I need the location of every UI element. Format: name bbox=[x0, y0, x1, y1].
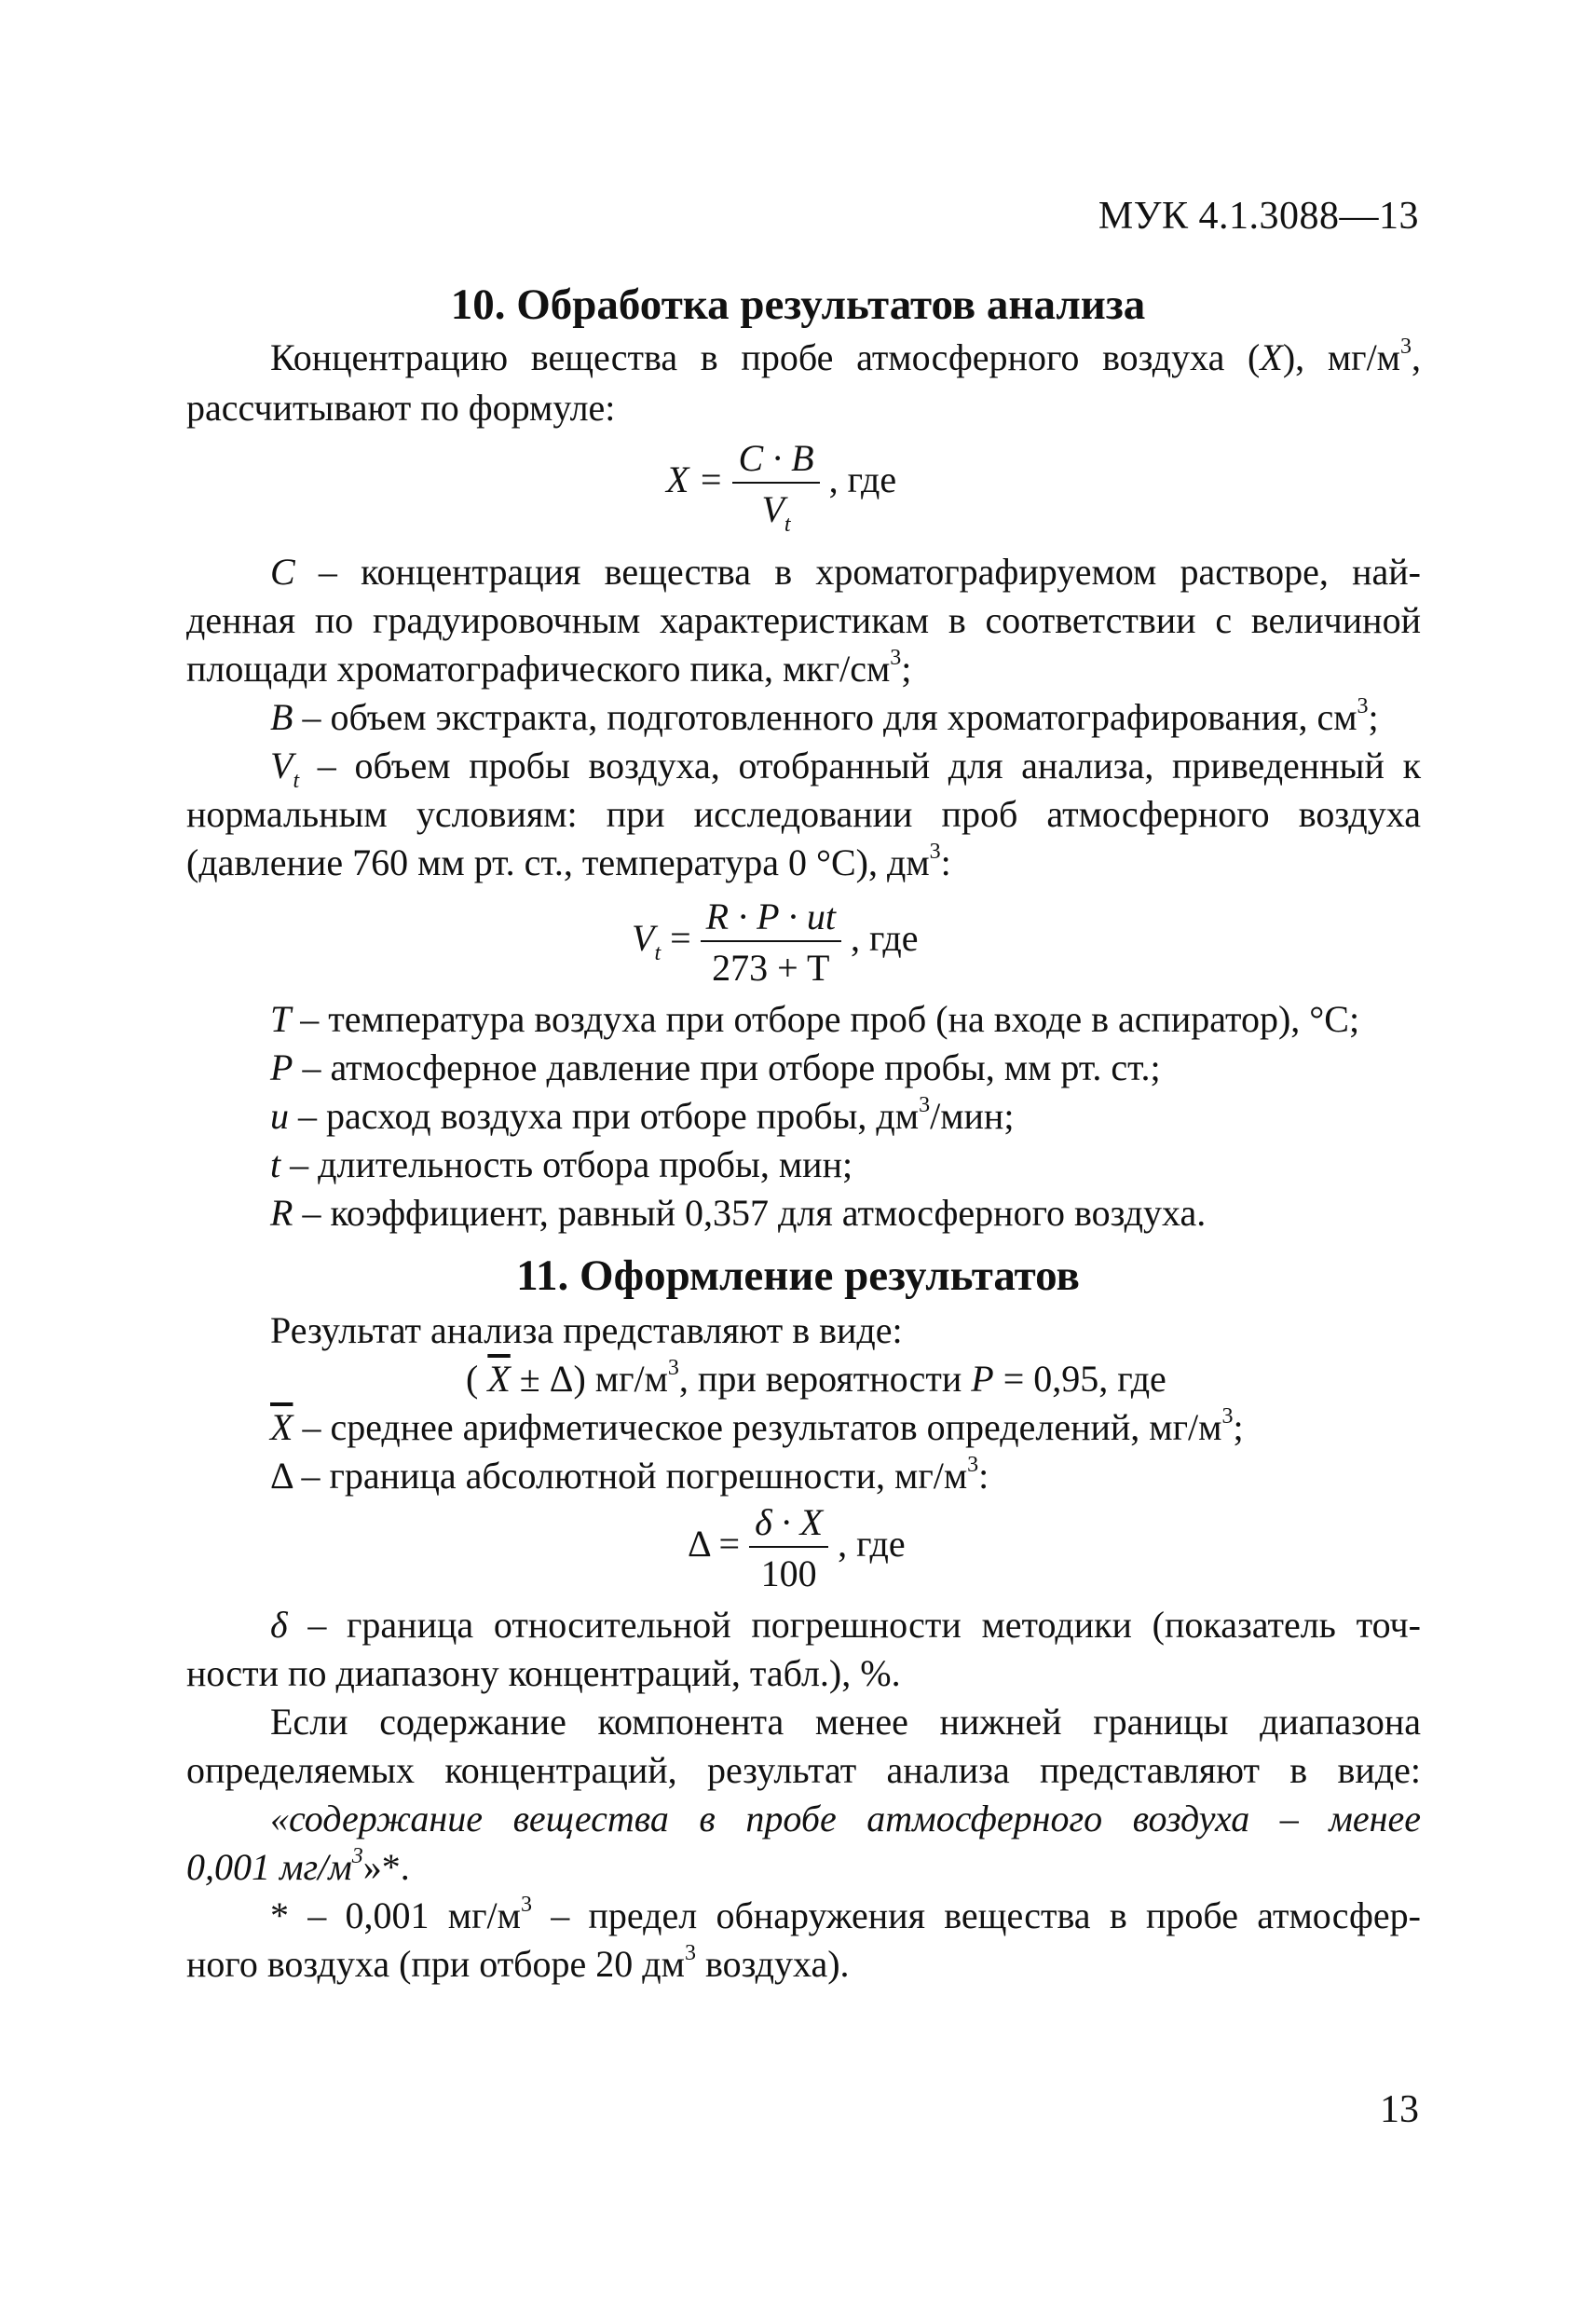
v-definition-line2: нормальным условиям: при исследовании проб атмосферного воздуха bbox=[186, 793, 1421, 835]
tt-definition: t – длительность отбора пробы, мин; bbox=[270, 1143, 853, 1185]
d-definition-line2: ности по диапазону концентраций, табл.), %. bbox=[186, 1652, 901, 1694]
formula-delta: Δ = $\frac{\delta \cdot X}{100}$ , где bbox=[688, 1501, 906, 1594]
v-definition-line1: $V_t$ – объем пробы воздуха, отобранный для анализа, приведенный к bbox=[270, 745, 1421, 793]
formula-delta-fraction: $\frac{\delta \cdot X}{100}$ bbox=[749, 1500, 828, 1595]
formula-vt-fraction: $\frac{R \cdot P \cdot ut}{273 + T}$ bbox=[701, 895, 841, 990]
delta-definition: Δ – граница абсолютной погрешности, $мг/м^3$: bbox=[270, 1453, 989, 1497]
b-definition: B – объем экстракта, подготовленного для хроматографирования, $см^3$; bbox=[270, 694, 1379, 738]
v-definition-line3: (давление 760 мм рт. ст., температура 0 °С), $дм^3$: bbox=[186, 840, 951, 883]
section-10-intro-line1: Концентрацию вещества в пробе атмосферного воздуха (X), $мг/м^3$, bbox=[270, 335, 1421, 378]
section-10-title: 10. Обработка результатов анализа bbox=[450, 280, 1146, 329]
formula-x-fraction: $\frac{C \cdot B}{V_t}$ bbox=[732, 436, 819, 531]
u-definition: u – расход воздуха при отборе пробы, $дм^3$/мин; bbox=[270, 1093, 1015, 1137]
section-11-title: 11. Оформление результатов bbox=[516, 1251, 1080, 1300]
quote-line1: «содержание вещества в пробе атмосферного воздуха – менее bbox=[270, 1798, 1421, 1839]
c-definition-line3: площади хроматографического пика, мкг/$см^3$; bbox=[186, 646, 912, 690]
formula-vt: $V_t$ = $\frac{R \cdot P \cdot ut}{273 + T}$ , где bbox=[632, 896, 919, 989]
xbar-definition: $\overline{X}$ – среднее арифметическое результатов определений, $мг/м^3$; bbox=[270, 1404, 1244, 1448]
p-definition: P – атмосферное давление при отборе пробы, мм рт. ст.; bbox=[270, 1046, 1161, 1088]
document-code: МУК 4.1.3088—13 bbox=[1098, 195, 1419, 238]
section-11-intro: Результат анализа представляют в виде: bbox=[270, 1309, 903, 1351]
c-definition-line2: денная по градуировочным характеристикам в соответствии с величиной bbox=[186, 599, 1421, 641]
c-definition-line1: C – концентрация вещества в хроматографируемом растворе, най- bbox=[270, 551, 1421, 593]
d-definition-line1: δ – граница относительной погрешности методики (показатель точ- bbox=[270, 1604, 1421, 1646]
t-definition: T – температура воздуха при отборе проб (на входе в аспиратор), °С; bbox=[270, 998, 1360, 1040]
r-definition: R – коэффициент, равный 0,357 для атмосферного воздуха. bbox=[270, 1192, 1207, 1234]
footnote-line1: * – 0,001 $мг/м^3$ – предел обнаружения вещества в пробе атмосфер- bbox=[270, 1893, 1421, 1936]
result-expression: ( $\overline{X} \pm \Delta$) $мг/м^3$, при вероятности P = 0,95, где bbox=[466, 1356, 1166, 1400]
if-statement-line1: Если содержание компонента менее нижней границы диапазона bbox=[270, 1701, 1421, 1743]
page-number: 13 bbox=[1380, 2088, 1419, 2131]
quote-line2: 0,001 $мг/м^3»*$. bbox=[186, 1844, 410, 1888]
section-10-intro-line2: рассчитывают по формуле: bbox=[186, 387, 616, 429]
if-statement-line2: определяемых концентраций, результат анализа представляют в виде: bbox=[186, 1749, 1421, 1791]
formula-x: X = $\frac{C \cdot B}{V_t}$ , где bbox=[666, 437, 897, 537]
footnote-line2: ного воздуха (при отборе 20 $дм^3$ воздуха). bbox=[186, 1941, 850, 1985]
